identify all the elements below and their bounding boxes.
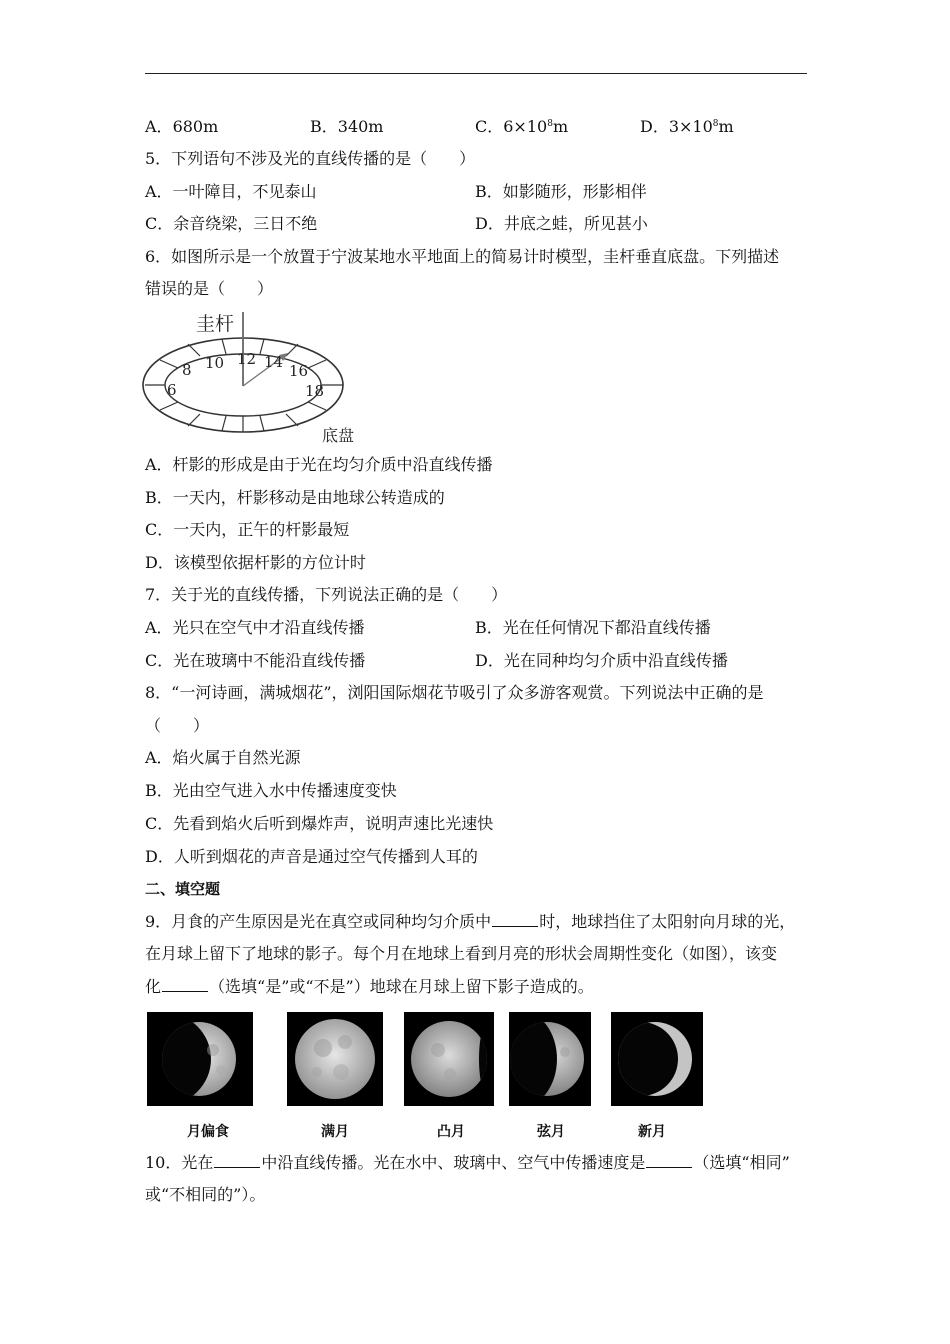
q8-option-c: C．先看到焰火后听到爆炸声，说明声速比光速快 [145, 814, 494, 833]
q5-option-a: A．一叶障目，不见泰山 [145, 182, 317, 201]
hour-label-6: 6 [167, 381, 177, 399]
moon-caption-gibbous: 凸月 [437, 1124, 465, 1140]
q6-option-d: D．该模型依据杆影的方位计时 [145, 553, 366, 572]
q10-line2: 或“不相同的”）。 [145, 1185, 266, 1204]
q7-option-b: B．光在任何情况下都沿直线传播 [475, 618, 711, 637]
sundial-figure [140, 308, 380, 448]
hour-label-14: 14 [264, 353, 284, 371]
q9-line3: 化 （选填“是”或“不是”）地球在月球上留下影子造成的。 [145, 977, 594, 996]
q6-stem-line1: 6．如图所示是一个放置于宁波某地水平地面上的简易计时模型，圭杆垂直底盘。下列描述 [145, 247, 780, 266]
q8-option-d: D．人听到烟花的声音是通过空气传播到人耳的 [145, 847, 478, 866]
q5-option-d: D．井底之蛙，所见甚小 [475, 214, 648, 233]
header-rule [145, 73, 807, 74]
moon-new-crescent-image [611, 1012, 703, 1106]
moon-caption-full: 满月 [321, 1124, 349, 1140]
moon-full-image [287, 1012, 383, 1106]
q9-blank-2[interactable] [162, 977, 208, 992]
hour-label-8: 8 [182, 361, 192, 379]
moon-caption-quarter: 弦月 [537, 1124, 565, 1140]
q8-stem-line1: 8．“一河诗画，满城烟花”，浏阳国际烟花节吸引了众多游客观赏。下列说法中正确的是 [145, 683, 764, 702]
q10-blank-1[interactable] [214, 1153, 260, 1168]
q10-line1: 10．光在 中沿直线传播。光在水中、玻璃中、空气中传播速度是 （选填“相同” [145, 1153, 790, 1172]
q4-option-d: D．$3\times 10^8m$ [640, 117, 734, 136]
moon-gibbous-image [404, 1012, 494, 1106]
q5-option-c: C．余音绕梁，三日不绝 [145, 214, 318, 233]
q8-option-a: A．焰火属于自然光源 [145, 748, 301, 767]
moon-caption-new: 新月 [638, 1124, 666, 1140]
base-label: 底盘 [322, 426, 355, 445]
moon-partial-eclipse-image [147, 1012, 253, 1106]
hour-label-10: 10 [205, 354, 225, 372]
q9-blank-1[interactable] [492, 912, 538, 927]
q6-option-b: B．一天内，杆影移动是由地球公转造成的 [145, 488, 445, 507]
q5-stem: 5．下列语句不涉及光的直线传播的是（ ） [145, 149, 476, 168]
q8-option-b: B．光由空气进入水中传播速度变快 [145, 781, 397, 800]
hour-label-16: 16 [289, 362, 309, 380]
q7-option-d: D．光在同种均匀介质中沿直线传播 [475, 651, 728, 670]
q6-option-c: C．一天内，正午的杆影最短 [145, 520, 350, 539]
q4-option-b: B．340m [310, 117, 384, 136]
section-2-title: 二、填空题 [145, 880, 221, 898]
q9-line2: 在月球上留下了地球的影子。每个月在地球上看到月亮的形状会周期性变化（如图），该变 [145, 944, 778, 963]
moon-quarter-image [509, 1012, 591, 1106]
q9-line1: 9．月食的产生原因是光在真空或同种均匀介质中 时，地球挡住了太阳射向月球的光， [145, 912, 796, 931]
moon-caption-partial-eclipse: 月偏食 [187, 1124, 229, 1140]
q7-stem: 7．关于光的直线传播，下列说法正确的是（ ） [145, 585, 508, 604]
q7-option-a: A．光只在空气中才沿直线传播 [145, 618, 365, 637]
q4-option-a: A．680m [145, 117, 219, 136]
q6-stem-line2: 错误的是（ ） [145, 279, 274, 298]
hour-label-12: 12 [237, 350, 257, 368]
q5-option-b: B．如影随形，形影相伴 [475, 182, 647, 201]
q6-option-a: A．杆影的形成是由于光在均匀介质中沿直线传播 [145, 455, 493, 474]
rod-label: 圭杆 [196, 313, 235, 335]
q8-stem-line2: （ ） [145, 716, 210, 735]
q10-blank-2[interactable] [646, 1153, 692, 1168]
hour-label-18: 18 [305, 382, 325, 400]
q7-option-c: C．光在玻璃中不能沿直线传播 [145, 651, 366, 670]
q4-option-c: C．$6\times 10^8m$ [475, 117, 569, 136]
